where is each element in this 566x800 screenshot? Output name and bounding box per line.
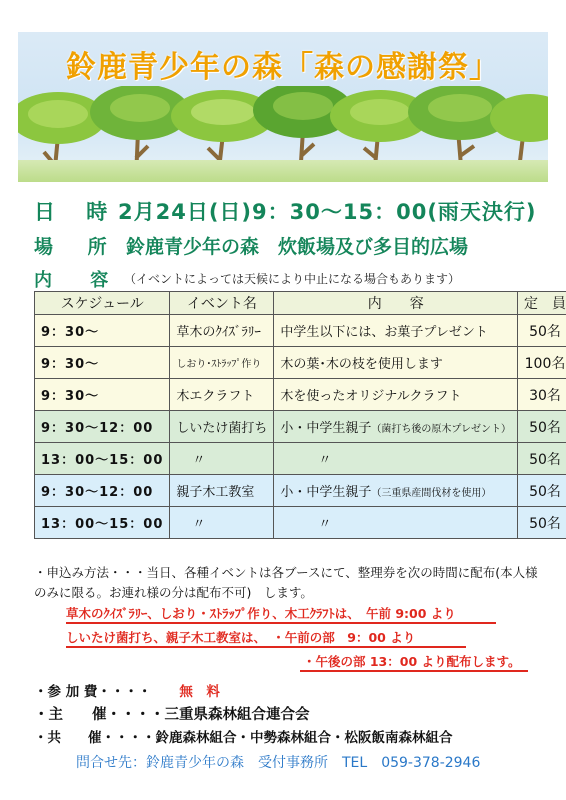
header-event: イベント名 bbox=[170, 292, 274, 315]
row-time: 9：30～ bbox=[35, 379, 170, 411]
fee-value: 無 料 bbox=[179, 684, 220, 700]
row-event: 親子木工教室 bbox=[170, 475, 274, 507]
row-time: 9：30～ bbox=[35, 315, 170, 347]
content-row bbox=[34, 266, 461, 292]
fee-label: ・参 加 費・・・・ bbox=[34, 684, 152, 700]
cohost-row: ・共 催・・・・鈴鹿森林組合・中勢森林組合・松阪飯南森林組合 bbox=[34, 730, 453, 746]
header-capacity: 定 員 bbox=[518, 292, 566, 315]
row-event: 〃 bbox=[170, 507, 274, 539]
row-content-main: 小・中学生親子 bbox=[280, 485, 372, 500]
row-capacity: 100名 bbox=[518, 347, 566, 379]
application-method: ・申込み方法・・・当日、各種イベントは各ブースにて、整理券を次の時間に配布(本人様のみに限る。お連れ様の分は配布不可) します。 bbox=[34, 565, 538, 600]
content-label: 内 容 bbox=[34, 270, 125, 291]
row-event: 〃 bbox=[170, 443, 274, 475]
row-time: 9：30～ bbox=[35, 347, 170, 379]
underline bbox=[66, 622, 496, 624]
row-content bbox=[274, 475, 518, 507]
date-value: 2月24日(日)9：30～15：00(雨天決行) bbox=[118, 200, 537, 224]
distribution-note-1: 草木のｸｲｽﾞﾗﾘｰ、しおり・ｽﾄﾗｯﾌﾟ作り、木工ｸﾗﾌﾄは、 午前 9:00 より bbox=[66, 606, 456, 621]
row-content: 〃 bbox=[274, 507, 518, 539]
row-event: しおり･ｽﾄﾗｯﾌﾟ作り bbox=[170, 347, 274, 379]
header-content: 内 容 bbox=[274, 292, 518, 315]
row-capacity: 50名 bbox=[518, 443, 566, 475]
row-event: しいたけ菌打ち bbox=[170, 411, 274, 443]
place-label: 場 所 bbox=[34, 236, 121, 258]
row-content: 中学生以下には、お菓子プレゼント bbox=[274, 315, 518, 347]
row-content: 木の葉･木の枝を使用します bbox=[274, 347, 518, 379]
date-label: 日 時 bbox=[34, 200, 120, 224]
row-content-main: 小・中学生親子 bbox=[280, 421, 372, 436]
row-content-note: （菌打ち後の原木プレゼント） bbox=[371, 424, 512, 435]
date-row bbox=[34, 196, 537, 226]
row-capacity: 50名 bbox=[518, 411, 566, 443]
row-time: 13：00～15：00 bbox=[35, 443, 170, 475]
row-content bbox=[274, 411, 518, 443]
table-row bbox=[35, 475, 566, 507]
underline bbox=[300, 670, 528, 672]
place-value: 鈴鹿青少年の森 炊飯場及び多目的広場 bbox=[126, 236, 469, 258]
row-time: 13：00～15：00 bbox=[35, 507, 170, 539]
distribution-note-3: ・午後の部 13：00 より配布します。 bbox=[303, 654, 521, 669]
table-row bbox=[35, 379, 566, 411]
row-time: 9：30～12：00 bbox=[35, 411, 170, 443]
organizer-row: ・主 催・・・・三重県森林組合連合会 bbox=[34, 707, 310, 723]
table-row bbox=[35, 315, 566, 347]
row-content: 〃 bbox=[274, 443, 518, 475]
content-note: （イベントによっては天候により中止になる場合もあります） bbox=[124, 272, 461, 286]
row-capacity: 50名 bbox=[518, 315, 566, 347]
underline bbox=[66, 646, 466, 648]
distribution-note-2: しいたけ菌打ち、親子木工教室は、 ・午前の部 9：00 より bbox=[66, 630, 416, 645]
place-row bbox=[34, 232, 469, 259]
table-header-row bbox=[35, 292, 566, 315]
table-row bbox=[35, 411, 566, 443]
row-content: 木を使ったオリジナルクラフト bbox=[274, 379, 518, 411]
grass-strip bbox=[18, 160, 548, 182]
fee-row bbox=[34, 680, 220, 700]
row-capacity: 30名 bbox=[518, 379, 566, 411]
row-time: 9：30～12：00 bbox=[35, 475, 170, 507]
page-title: 鈴鹿青少年の森「森の感謝祭」 bbox=[66, 50, 500, 85]
table-row bbox=[35, 443, 566, 475]
header-schedule: スケジュール bbox=[35, 292, 170, 315]
table-row bbox=[35, 507, 566, 539]
table-row bbox=[35, 347, 566, 379]
row-event: 木エクラフト bbox=[170, 379, 274, 411]
contact-info: 問合せ先：鈴鹿青少年の森 受付事務所 TEL 059-378-2946 bbox=[76, 755, 481, 771]
row-capacity: 50名 bbox=[518, 507, 566, 539]
row-event: 草木のｸｲｽﾞﾗﾘｰ bbox=[170, 315, 274, 347]
row-capacity: 50名 bbox=[518, 475, 566, 507]
banner bbox=[18, 32, 548, 182]
schedule-table bbox=[34, 291, 566, 539]
row-content-note: （三重県産間伐材を使用） bbox=[371, 488, 492, 499]
